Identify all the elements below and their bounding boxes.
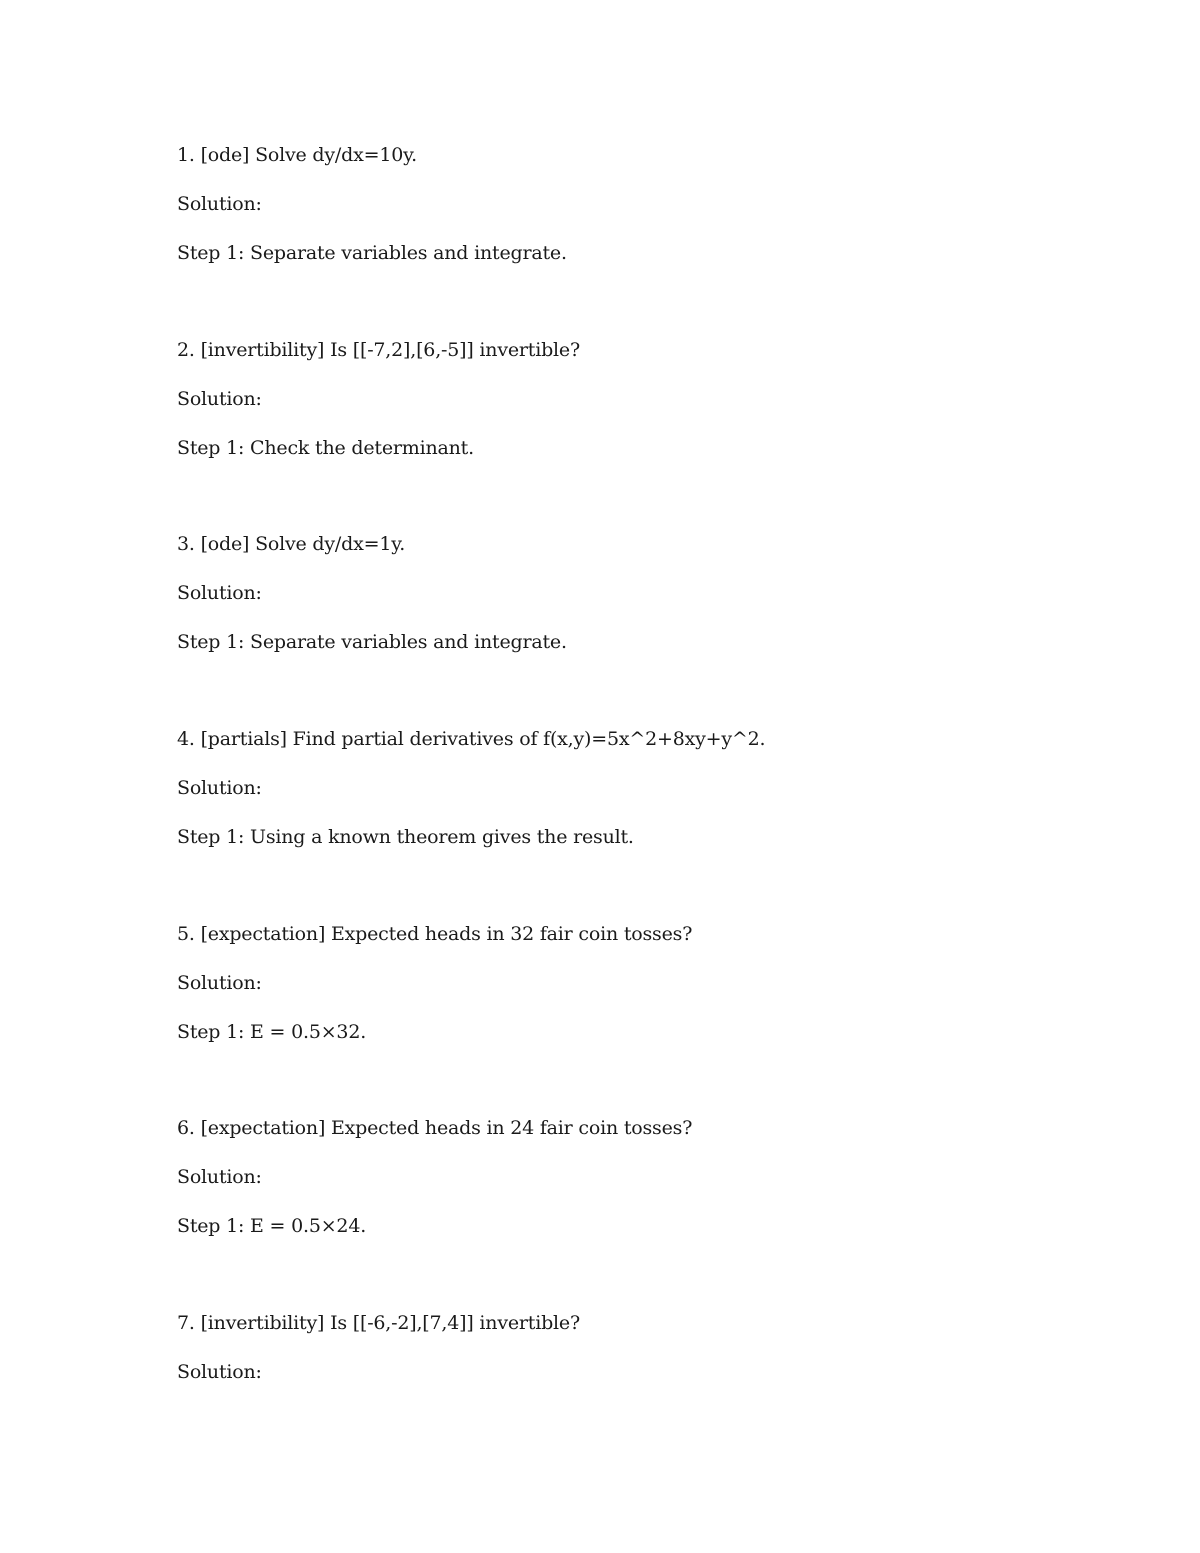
- solution-label: Solution:: [177, 582, 262, 604]
- solution-label: Solution:: [177, 1361, 262, 1383]
- solution-label: Solution:: [177, 193, 262, 215]
- problem-question: 4. [partials] Find partial derivatives of f(x,y)=5x^2+8xy+y^2.: [177, 728, 766, 750]
- problem-1: [177, 143, 1117, 265]
- solution-label: Solution:: [177, 1166, 262, 1188]
- solution-step: Step 1: E = 0.5×24.: [177, 1215, 367, 1237]
- solution-label: Solution:: [177, 777, 262, 799]
- problem-2: [177, 338, 1117, 460]
- problem-3: [177, 532, 1117, 654]
- problem-6: [177, 1116, 1117, 1238]
- problem-question: 5. [expectation] Expected heads in 32 fair coin tosses?: [177, 923, 693, 945]
- solution-step: Step 1: Check the determinant.: [177, 437, 474, 459]
- problem-question: 2. [invertibility] Is [[-7,2],[6,-5]] invertible?: [177, 339, 580, 361]
- problem-7: [177, 1311, 1117, 1384]
- solution-step: Step 1: Separate variables and integrate.: [177, 242, 567, 264]
- problem-4: [177, 727, 1117, 849]
- problem-question: 1. [ode] Solve dy/dx=10y.: [177, 144, 417, 166]
- solution-label: Solution:: [177, 388, 262, 410]
- problem-question: 7. [invertibility] Is [[-6,-2],[7,4]] invertible?: [177, 1312, 580, 1334]
- problem-question: 3. [ode] Solve dy/dx=1y.: [177, 533, 406, 555]
- solution-label: Solution:: [177, 972, 262, 994]
- problem-5: [177, 922, 1117, 1044]
- problem-question: 6. [expectation] Expected heads in 24 fair coin tosses?: [177, 1117, 693, 1139]
- solution-step: Step 1: Separate variables and integrate.: [177, 631, 567, 653]
- solution-step: Step 1: Using a known theorem gives the result.: [177, 826, 634, 848]
- solution-step: Step 1: E = 0.5×32.: [177, 1021, 367, 1043]
